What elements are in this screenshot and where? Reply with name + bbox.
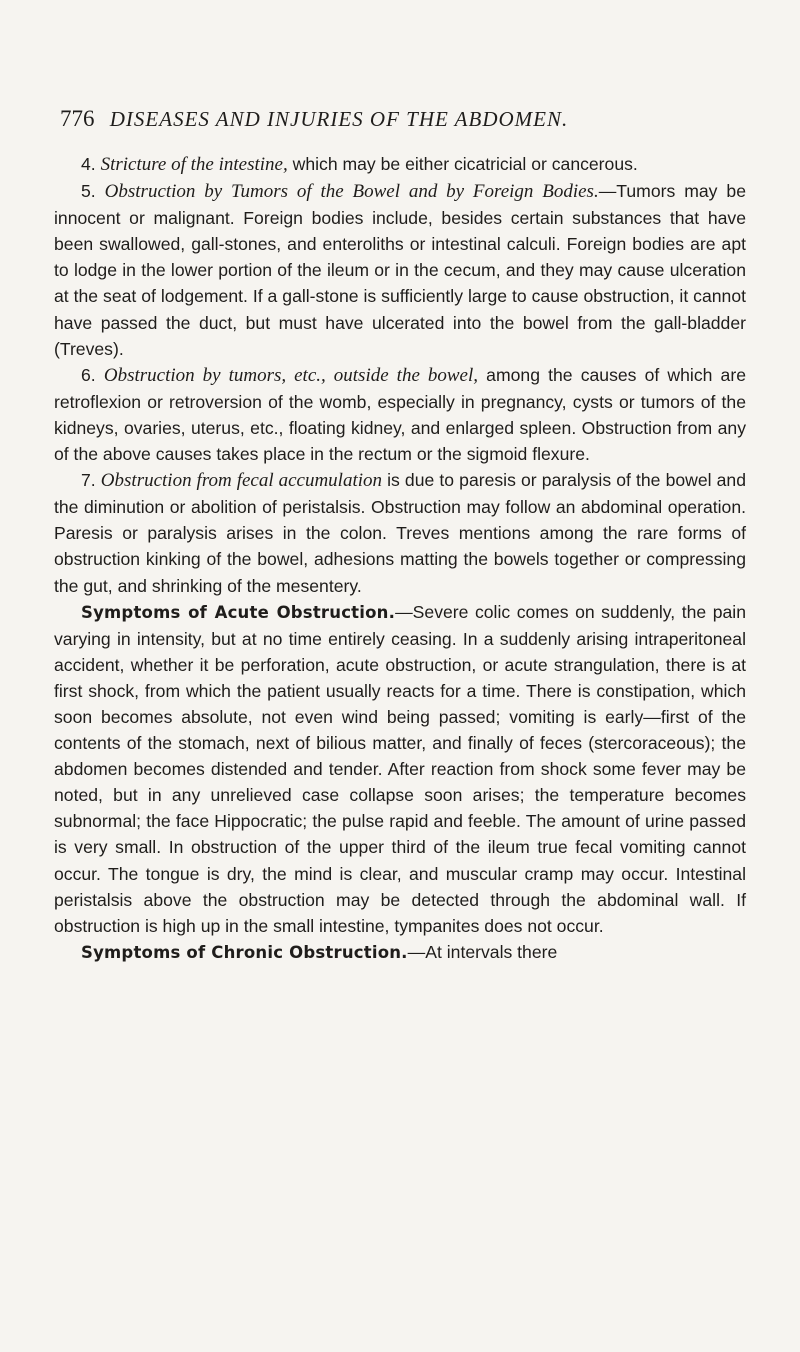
paragraph-text: —At intervals there <box>407 941 558 962</box>
item-number: 5. <box>81 181 96 202</box>
item-title: Obstruction from fecal accumulation <box>100 470 383 492</box>
paragraph-text: —Tumors may be innocent or malignant. Foreign bodies include, besides certain substances that have been swallowed, gall-stones, and enteroliths or intestinal calculi. Foreign bodies are apt to lodge in the lower portion of the ileum or in the cecum, and they may cause ulceration at the seat of lodgement. If a gall-stone is sufficiently large to cause obstruction, it cannot have passed the duct, but must have ulcerated into the bowel from the gall-bladder (Treves). <box>54 181 747 359</box>
paragraph-text: —Severe colic comes on suddenly, the pain varying in intensity, but at no time entirely ceasing. In a suddenly arising intraperitoneal accident, whether it be perforation, acute obstruction, or acute strangulation, there is at first shock, from which the patient usually reacts for a time. There is constipation, which soon becomes absolute, not even wind being passed; vomiting is early—first of the contents of the stomach, next of bilious matter, and finally of feces (stercoraceous); the abdomen becomes distended and tender. After reaction from shock some fever may be noted, but in any unrelieved case collapse soon arises; the temperature becomes subnormal; the face Hippocratic; the pulse rapid and feeble. The amount of urine passed is very small. In obstruction of the upper third of the ileum true fecal vomiting cannot occur. The tongue is dry, the mind is clear, and muscular cramp may occur. Intestinal peristalsis above the obstruction may be detected through the abdominal wall. If obstruction is high up in the small intestine, tympanites does not occur. <box>54 601 746 936</box>
paragraph-tumors-foreign-bodies <box>54 178 746 362</box>
item-title: Obstruction by Tumors of the Bowel and by Foreign Bodies. <box>104 181 599 203</box>
paragraph-outside-bowel <box>54 362 746 467</box>
item-title: Obstruction by tumors, etc., outside the bowel, <box>103 364 479 386</box>
paragraph-fecal-accumulation <box>54 467 746 598</box>
body-text <box>54 151 746 966</box>
item-title: Stricture of the intestine, <box>100 154 288 175</box>
paragraph-text: among the causes of which are retroflexion or retroversion of the womb, especially in pregnancy, cysts or tumors of the kidneys, ovaries, uterus, etc., floating kidney, and enlarged spleen. Obstruction from any of the above causes takes place in the rectum or the sigmoid flexure. <box>54 364 746 465</box>
paragraph-chronic-symptoms <box>54 939 746 966</box>
item-number: 6. <box>81 364 96 385</box>
running-title: DISEASES AND INJURIES OF THE ABDOMEN. <box>109 107 569 131</box>
page-header <box>60 106 760 132</box>
item-number: 4. <box>81 154 96 174</box>
paragraph-stricture <box>54 151 746 178</box>
section-heading: Symptoms of Chronic Obstruction. <box>81 942 408 962</box>
paragraph-text: which may be either cicatricial or cancerous. <box>287 154 638 174</box>
page-number: 776 <box>60 106 95 131</box>
paragraph-acute-symptoms <box>54 599 746 939</box>
item-number: 7. <box>81 470 96 491</box>
section-heading: Symptoms of Acute Obstruction. <box>81 602 396 622</box>
paragraph-text: is due to paresis or paralysis of the bowel and the diminution or abolition of peristalsis. Obstruction may follow an abdominal operation. Paresis or paralysis arises in the colon. Treves mentions among the rare forms of obstruction kinking of the bowel, adhesions matting the bowels together or compressing the gut, and shrinking of the mesentery. <box>54 470 746 596</box>
